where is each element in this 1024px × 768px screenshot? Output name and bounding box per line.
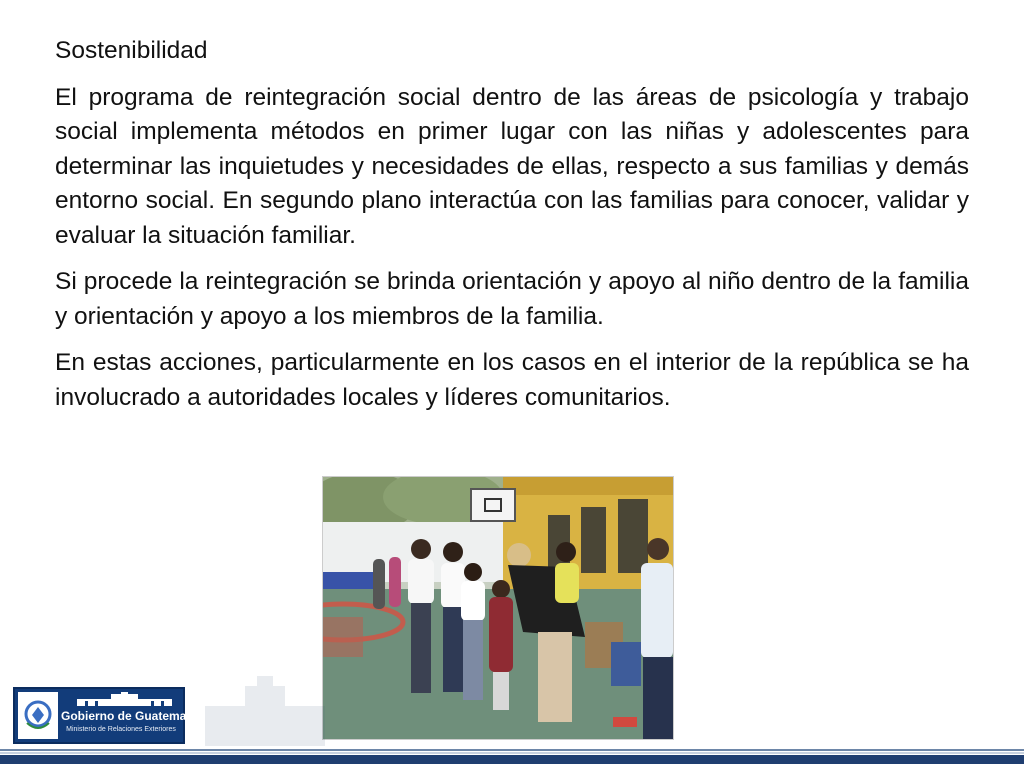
- footer-rule-thin: [0, 749, 1024, 751]
- palace-icon: [77, 692, 172, 706]
- footer-rule-thick: [0, 755, 1024, 764]
- palace-watermark-icon: [205, 676, 325, 746]
- footer-rule-accent: [0, 752, 1024, 754]
- slide-title: Sostenibilidad: [55, 37, 208, 64]
- logo-subtitle: Ministerio de Relaciones Exteriores: [66, 726, 176, 733]
- government-logo: [13, 687, 197, 744]
- paragraph-reintegration: Si procede la reintegración se brinda orientación y apoyo al niño dentro de la familia y orientación y apoyo a los miembros de la familia.: [55, 268, 969, 330]
- paragraph-program: El programa de reintegración social dentro de las áreas de psicología y trabajo social implementa métodos en primer lugar con las niñas y adolescentes para determinar las inquietudes y necesidades de ellas, respecto a sus familias y demás entorno social. En segundo plano interactúa con las familias para conocer, validar y evaluar la situación familiar.: [55, 83, 969, 249]
- coat-of-arms-icon: [18, 692, 58, 739]
- logo-title: Gobierno de Guatemala: [61, 709, 197, 723]
- paragraph-actions: En estas acciones, particularmente en los casos en el interior de la república se ha involucrado a autoridades locales y líderes comunitarios.: [55, 349, 969, 411]
- slide-content: [55, 34, 969, 427]
- group-photo: [322, 476, 674, 740]
